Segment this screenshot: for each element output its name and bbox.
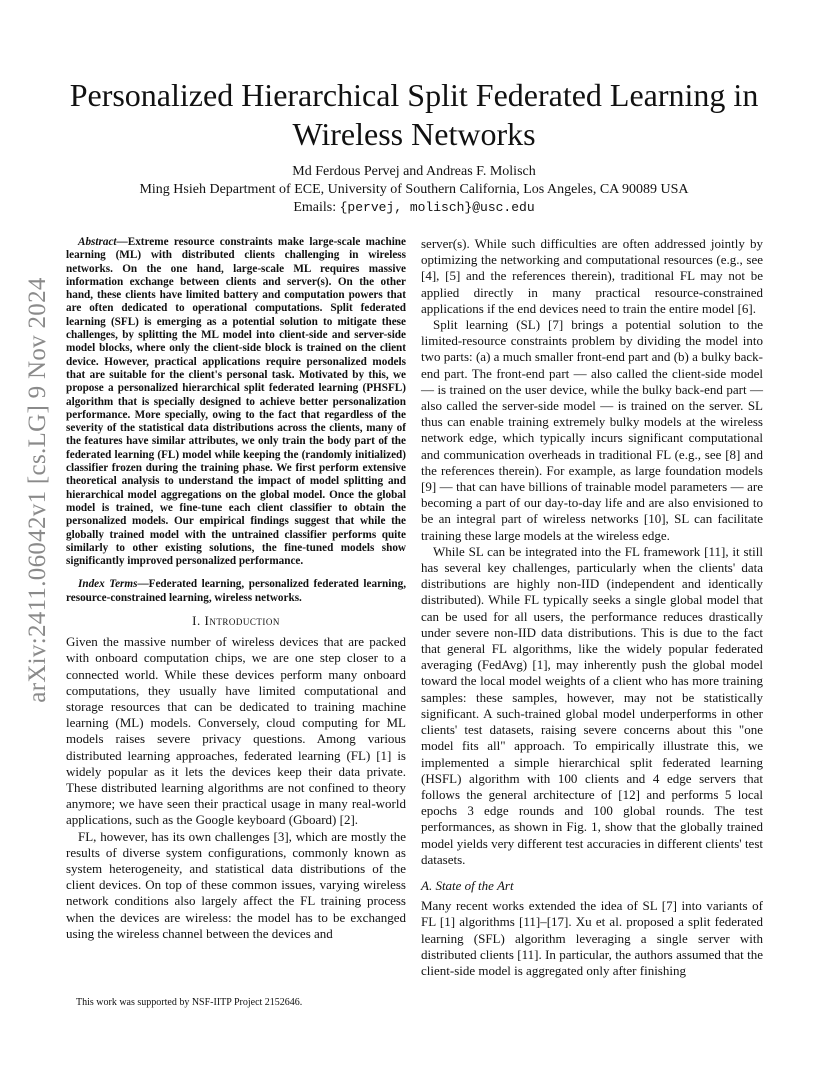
index-terms-label: Index Terms [78,578,138,591]
abstract-label: Abstract [78,236,117,248]
abstract-text: —Extreme resource constraints make large-scale machine learning (ML) with distributed clients challenging in wireless networks. On the one hand, large-scale ML requires massive information exchange between clients and server(s). On the other hand, these clients have limited battery and computation powers that are often dedicated to operational computations. Split federated learning (SFL) is emerging as a potential solution to mitigate these challenges, by splitting the ML model into client-side and server-side model blocks, where only the client-side block is trained on the client device. However, practical applications require personalized models that are suitable for the client's personal task. Motivated by this, we propose a personalized hierarchical split federated learning (PHSFL) algorithm that is specially designed to achieve better personalization performance. More specially, owing to the fact that regardless of the severity of the statistical data distributions across the clients, many of the features have similar attributes, we only train the body part of the federated learning (FL) model while keeping the (randomly initialized) classifier frozen during the training phase. We first perform extensive theoretical analysis to understand the impact of model splitting and hierarchical model aggregations on the global model. Once the global model is trained, we fine-tune each client classifier to obtain the personalized models. Our empirical findings suggest that while the globally trained model with the untrained classifier performs quite similarly to other existing solutions, the fine-tuned models show significantly improved personalized performance. [66,236,406,568]
footnote: This work was supported by NSF-IITP Project 2152646. [76,997,303,1008]
intro-paragraph-1: Given the massive number of wireless devices that are packed with onboard computation chips, we are one step closer to a connected world. While these devices perform many onboard computations, they usually have limited computational and storage resources that can be dedicated to training machine learning (ML) models. Conversely, cloud computing for ML models raises severe privacy questions. Among various distributed learning approaches, federated learning (FL) [1] is widely popular as it lets the devices keep their data private. These distributed learning algorithms are not confined to theory anymore; we have seen their practical usage in many real-world applications, such as the Google keyboard (Gboard) [2]. [66,634,406,828]
body-paragraph-4: Many recent works extended the idea of SL [7] into variants of FL [1] algorithms [11]–[17]. Xu et al. proposed a split federated learning (SFL) algorithm leveraging a single server with distributed clients [11]. In particular, the authors assumed that the client-side model is aggregated only after finishing [421,898,763,978]
emails-line [60,199,768,217]
arxiv-identifier: arXiv:2411.06042v1 [cs.LG] 9 Nov 2024 [24,277,51,703]
body-paragraph-2: Split learning (SL) [7] brings a potential solution to the limited-resource constraints problem by dividing the model into two parts: (a) a much smaller front-end part and (b) a bulky back-end part. The front-end part — also called the client-side model — is trained on the user device, while the bulky back-end part — also called the server-side model — is trained on the server. SL thus can enable training extremely bulky models at the wireless network edge, which typically incurs significant computational and communication overheads in traditional FL (e.g., see [8] and the references therein). For example, as large foundation models [9] — that can have billions of trainable model parameters — are becoming a part of our day-to-day life and are also envisioned to be an integral part of wireless networks [10], SL can facilitate training these large models at the wireless edge. [421,317,763,543]
left-column [66,236,406,942]
paper-header [60,76,768,217]
section-heading-introduction: I. Introduction [192,613,280,629]
index-terms [66,578,406,605]
subsection-heading-state-of-art: A. State of the Art [421,877,514,893]
emails-value: {pervej, molisch}@usc.edu [339,200,535,215]
emails-label: Emails: [293,200,337,215]
arxiv-sidebar [8,277,68,703]
intro-paragraph-2: FL, however, has its own challenges [3], which are mostly the results of diverse system configurations, commonly known as system heterogeneity, and statistical data distributions of the client devices. On top of these common issues, varying wireless network conditions also largely affect the FL training process when the devices are wireless: the model has to be exchanged using the wireless channel between the devices and [66,828,406,941]
paper-title: Personalized Hierarchical Split Federated Learning in Wireless Networks [69,77,759,152]
index-terms-text: —Federated learning, personalized federated learning, resource-constrained learning, wireless networks. [66,578,406,604]
affiliation: Ming Hsieh Department of ECE, University of Southern California, Los Angeles, CA 90089 USA [139,182,689,197]
author-list: Md Ferdous Pervej and Andreas F. Molisch [292,164,536,179]
body-paragraph-1: server(s). While such difficulties are often addressed jointly by optimizing the networking and computational resources (e.g., see [4], [5] and the references therein), traditional FL may not be applied directly in many practical resource-constrained applications if the end devices need to train the entire model [6]. [421,236,763,316]
body-paragraph-3: While SL can be integrated into the FL framework [11], it still has several key challenges, particularly when the clients' data distributions are highly non-IID (independent and identically distributed). While FL typically seeks a single global model that can be used for all users, the performance reduces drastically under severe non-IID data distributions. This is due to the fact that general FL algorithms, like the widely popular federated averaging (FedAvg) [1], may inherently push the global model toward the local model weights of a client who has more training samples: these samples, however, may not be statistically significant. A such-trained global model underperforms in other clients' test datasets, raising severe concerns about this "one model fits all" approach. To empirically illustrate this, we implemented a simple hierarchical split federated learning (HSFL) algorithm with 100 clients and 4 edge servers that follows the general architecture of [12] and performs 5 local epochs 3 edge rounds and 100 global rounds. The test performances, as shown in Fig. 1, show that the globally trained model yields very different test accuracies in different clients' test datasets. [421,543,763,867]
abstract [66,236,406,568]
right-column [421,236,763,979]
